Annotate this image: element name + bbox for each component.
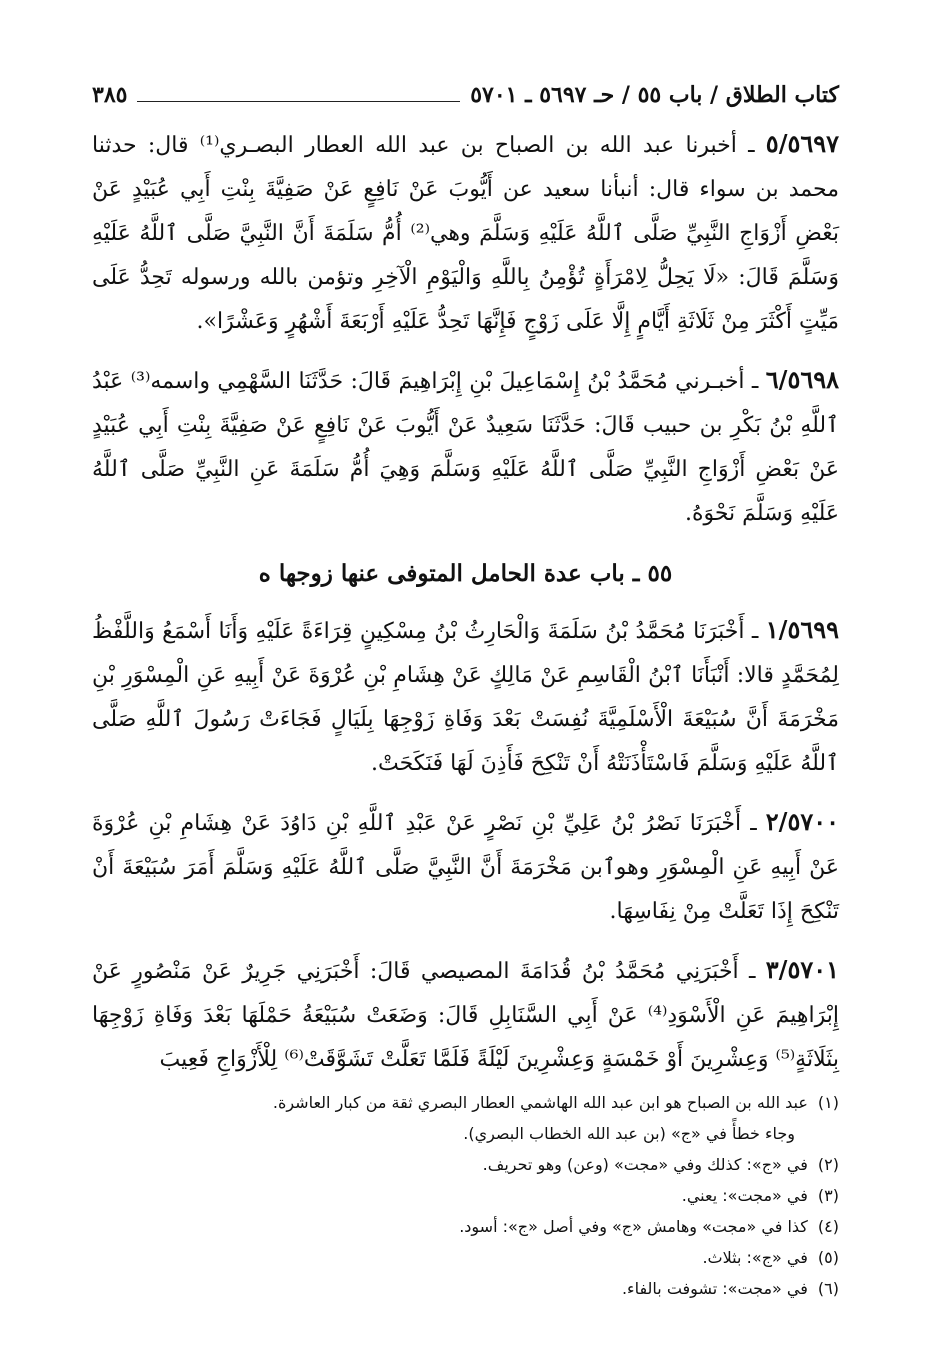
footnote-1-continuation [92,1118,839,1149]
page-number: ٣٨٥ [92,82,128,108]
footnote-2 [92,1149,839,1180]
hadith-text: ـ أَخْبَرَنِي مُحَمَّدُ بْنُ قُدَامَةَ المصيصي قَالَ: أَخْبَرَنِي جَرِيرٌ عَنْ مَنْصُورٍ عَنْ إِبْرَاهِيمَ عَنِ الْأَسْوَدِ⁽⁴⁾ عَنْ أَبِي السَّنَابِلِ قَالَ: وَضَعَتْ سُبَيْعَةُ حَمْلَهَا بَعْدَ وَفَاةِ زَوْجِهَا بِثَلَاثَةٍ⁽⁵⁾ وَعِشْرِينَ أَوْ خَمْسَةٍ وَعِشْرِينَ لَيْلَةً فَلَمَّا تَعَلَّتْ تَشَوَّقَتْ⁽⁶⁾ لِلْأَزْوَاجِ فَعِيبَ [92,959,839,1072]
hadith-5701 [92,948,839,1082]
footnote-mark: (٢) [817,1155,839,1174]
footnote-mark: (٤) [817,1217,839,1236]
footnote-text: في «ج»: كذلك وفي «مجت» (وعن) وهو تحريف. [482,1155,808,1174]
hadith-number: ٦/٥٦٩٨ [765,365,839,394]
hadith-number: ١/٥٦٩٩ [765,615,839,644]
hadith-number: ٥/٥٦٩٧ [765,129,840,158]
footnote-mark: (٥) [817,1248,839,1267]
footnotes [92,1087,839,1304]
footnote-text: عبد الله بن الصباح هو ابن عبد الله الهاشمي العطار البصري ثقة من كبار العاشرة. [272,1093,808,1112]
footnote-text: وجاء خطأً في «ج» (بن عبد الله الخطاب البصري). [463,1124,795,1143]
footnote-6 [92,1273,839,1304]
footnote-3 [92,1180,839,1211]
footnote-text: في «مجت»: يعني. [681,1186,808,1205]
main-text [92,122,839,1096]
hadith-text: ـ أخبـرني مُحَمَّدُ بْنُ إِسْمَاعِيلَ بْنِ إِبْرَاهِيمَ قَالَ: حَدَّثَنَا السَّهْمِي واسمه⁽³⁾ عَبْدُ ٱللَّهِ بْنُ بَكْرِ بن حبيب قَالَ: حَدَّثَنَا سَعِيدٌ عَنْ أَيُّوبَ عَنْ نَافِعٍ عَنْ صَفِيَّةَ بِنْتِ أَبِي عُبَيْدٍ عَنْ بَعْضِ أَزْوَاجِ النَّبِيِّ صَلَّى ٱللَّهُ عَلَيْهِ وَسَلَّمَ وَهِيَ أُمُّ سَلَمَةَ عَنِ النَّبِيِّ صَلَّى ٱللَّهُ عَلَيْهِ وَسَلَّمَ نَحْوَهُ. [92,369,839,526]
hadith-5700 [92,800,839,934]
footnote-mark: (٦) [817,1279,839,1298]
hadith-text: ـ أخبرنا عبد الله بن الصباح بن عبد الله العطار البصـري⁽¹⁾ قال: حدثنا محمد بن سواء قال: أنبأنا سعيد عن أَيُّوبَ عَنْ نَافِعٍ عَنْ صَفِيَّةَ بِنْتِ أَبِي عُبَيْدٍ عَنْ بَعْضِ أَزْوَاجِ النَّبِيِّ صَلَّى ٱللَّهُ عَلَيْهِ وَسَلَّمَ وهي⁽²⁾ أُمُّ سَلَمَةَ أَنَّ النَّبِيَّ صَلَّى ٱللَّهُ عَلَيْهِ وَسَلَّمَ قَالَ: «لَا يَحِلُّ لِامْرَأَةٍ تُؤْمِنُ بِاللَّهِ وَالْيَوْمِ الْآخِرِ وتؤمن بالله ورسوله تَحِدُّ عَلَى مَيِّتٍ أَكْثَرَ مِنْ ثَلَاثَةِ أَيَّامٍ إِلَّا عَلَى زَوْجٍ فَإِنَّهَا تَحِدُّ عَلَيْهِ أَرْبَعَةَ أَشْهُرٍ وَعَشْرًا». [92,133,839,334]
hadith-text: ـ أَخْبَرَنَا مُحَمَّدُ بْنُ سَلَمَةَ وَالْحَارِثُ بْنُ مِسْكِينٍ قِرَاءَةً عَلَيْهِ وَأَنَا أَسْمَعُ وَاللَّفْظُ لِمُحَمَّدٍ قالا: أَنْبَأَنَا ٱبْنُ الْقَاسِمِ عَنْ مَالِكٍ عَنْ هِشَامِ بْنِ عُرْوَةَ عَنْ أَبِيهِ عَنِ الْمِسْوَرِ بْنِ مَخْرَمَةَ أَنَّ سُبَيْعَةَ الْأَسْلَمِيَّةَ نُفِسَتْ بَعْدَ وَفَاةِ زَوْجِهَا بِلَيَالٍ فَجَاءَتْ رَسُولَ ٱللَّهِ صَلَّى ٱللَّهُ عَلَيْهِ وَسَلَّمَ فَاسْتَأْذَنَتْهُ أَنْ تَنْكِحَ فَأَذِنَ لَهَا فَنَكَحَتْ. [92,619,839,776]
hadith-number: ٢/٥٧٠٠ [765,807,839,836]
footnote-5 [92,1242,839,1273]
footnote-mark: (٣) [817,1186,839,1205]
header-title: كتاب الطلاق / باب ٥٥ / حـ ٥٦٩٧ ـ ٥٧٠١ [470,82,839,108]
chapter-heading: ٥٥ ـ باب عدة الحامل المتوفى عنها زوجها ه [258,560,673,587]
footnote-text: في «مجت»: تشوفت بالفاء. [621,1279,808,1298]
footnote-mark: (١) [817,1093,839,1112]
footnote-1 [92,1087,839,1118]
hadith-5698 [92,358,839,536]
footnote-text: كذا في «مجت» وهامش «ج» وفي أصل «ج»: أسود. [459,1217,808,1236]
hadith-text: ـ أَخْبَرَنَا نَصْرُ بْنُ عَلِيِّ بْنِ نَصْرٍ عَنْ عَبْدِ ٱللَّهِ بْنِ دَاوُدَ عَنْ هِشَامِ بْنِ عُرْوَةَ عَنْ أَبِيهِ عَنِ الْمِسْوَرِ وهوٱبن مَخْرَمَةَ أَنَّ النَّبِيَّ صَلَّى ٱللَّهُ عَلَيْهِ وَسَلَّمَ أَمَرَ سُبَيْعَةَ أَنْ تَنْكِحَ إِذَا تَعَلَّتْ مِنْ نِفَاسِهَا. [92,811,839,924]
running-header [92,78,839,112]
footnote-4 [92,1211,839,1242]
hadith-number: ٣/٥٧٠١ [765,955,839,984]
footnote-text: في «ج»: بثلاث. [702,1248,808,1267]
header-rule [137,101,460,102]
hadith-5697 [92,122,839,344]
hadith-5699 [92,608,839,786]
